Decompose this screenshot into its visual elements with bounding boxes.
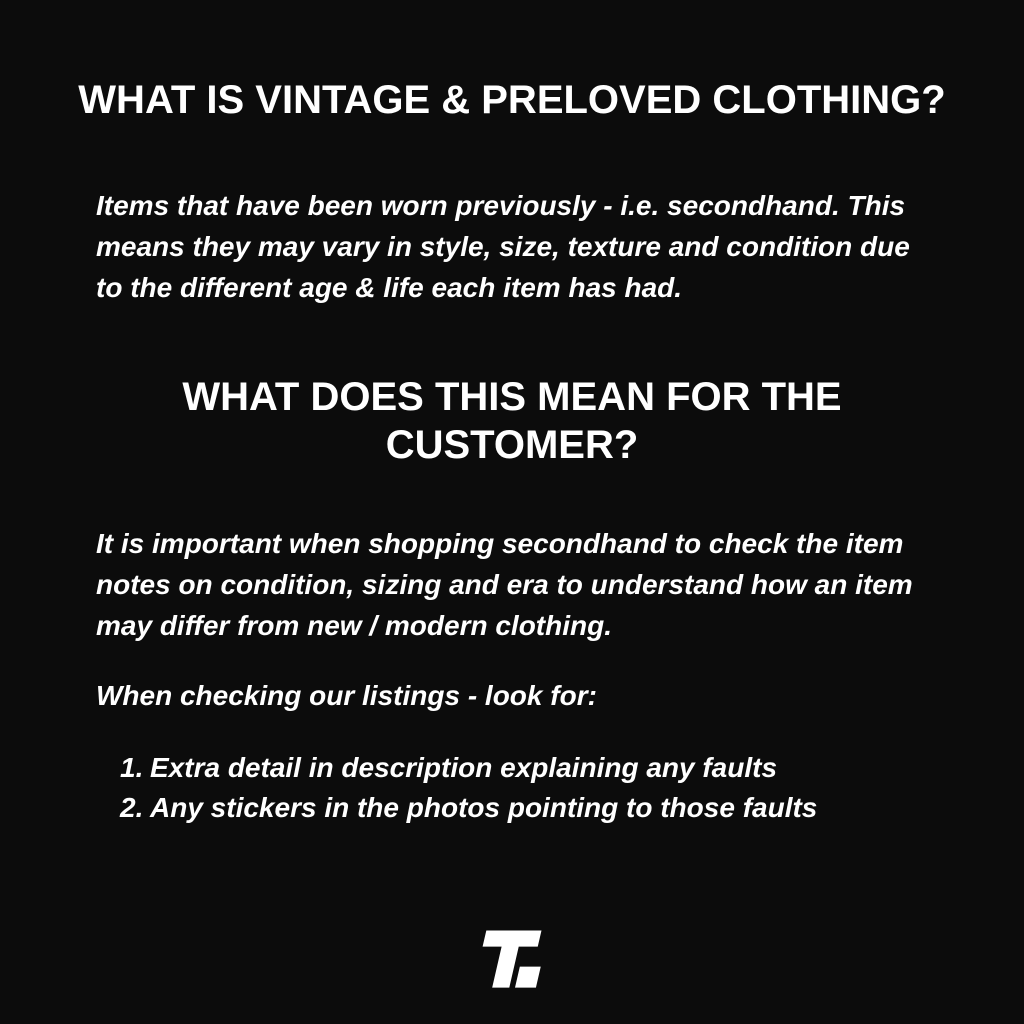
checklist	[120, 748, 817, 828]
checklist-item-number: 1.	[120, 752, 144, 783]
checklist-item-text: Any stickers in the photos pointing to those faults	[150, 792, 818, 823]
paragraph-line: Items that have been worn previously - i.e. secondhand. This	[96, 190, 906, 221]
logo-dot-shape	[515, 967, 541, 988]
checklist-item	[120, 748, 817, 788]
t-dot-logo-icon	[473, 930, 551, 990]
listings-prompt: When checking our listings - look for:	[96, 680, 597, 711]
paragraph-line: means they may vary in style, size, texture and condition due	[96, 231, 910, 262]
paragraph-line: notes on condition, sizing and era to understand how an item	[96, 569, 913, 600]
main-heading: WHAT IS VINTAGE & PRELOVED CLOTHING?	[78, 78, 946, 122]
intro-paragraph	[96, 185, 984, 308]
paragraph-line: may differ from new / modern clothing.	[96, 610, 612, 641]
secondary-heading	[0, 373, 1024, 469]
checklist-item-text: Extra detail in description explaining any faults	[150, 752, 778, 783]
paragraph-line: to the different age & life each item has had.	[96, 272, 683, 303]
heading-line: WHAT DOES THIS MEAN FOR THE	[182, 375, 842, 419]
customer-paragraph	[96, 523, 984, 646]
heading-line: CUSTOMER?	[385, 423, 639, 467]
checklist-item	[120, 788, 817, 828]
t-dot-logo	[473, 930, 551, 990]
paragraph-line: It is important when shopping secondhand to check the item	[96, 528, 904, 559]
checklist-item-number: 2.	[120, 792, 144, 823]
